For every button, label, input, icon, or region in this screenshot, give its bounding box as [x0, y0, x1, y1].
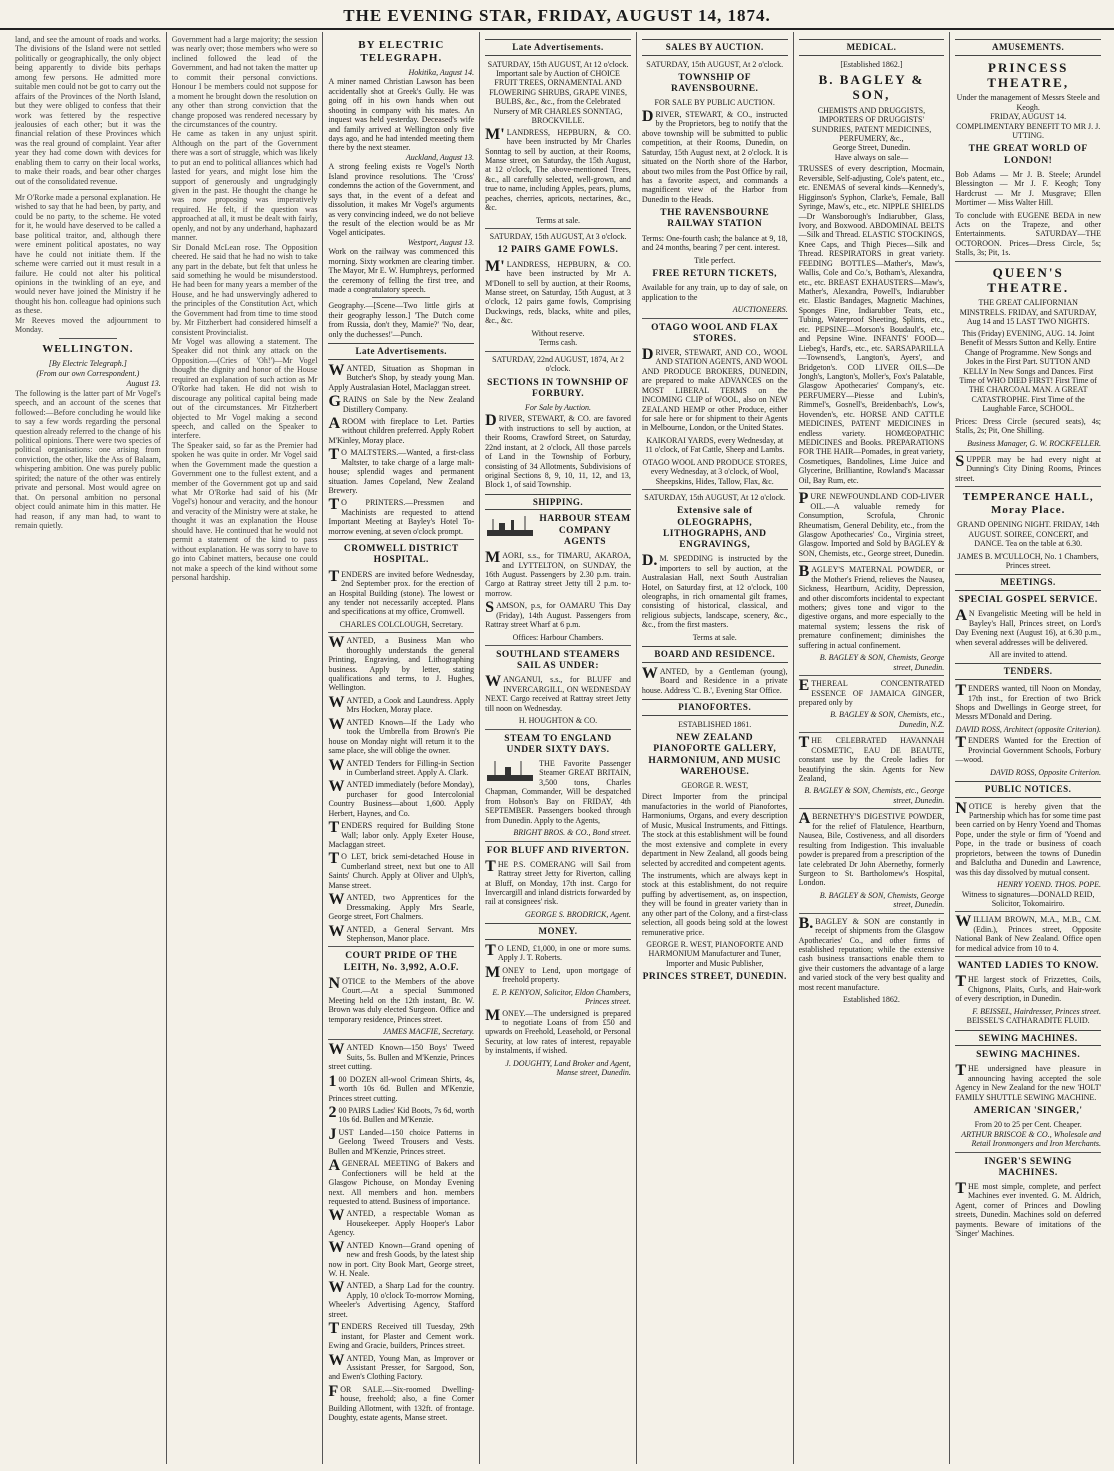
classified-ad: 100 DOZEN all-wool Crimean Shirts, 4s, worth 10s 6d. Bullen and M'Kenzie, Princes street cutting. [328, 1072, 475, 1103]
sale-date: SATURDAY, 15th AUGUST, At 12 o'clock. [644, 493, 786, 503]
auction-ad: DRIVER, STEWART, & CO., instructed by the Proprietors, beg to notify that the above township will be submitted to public competition, at their Rooms, Dunedin, on Saturday, 15th August next, at 2 o'clock. It is situated on the North shore of the Harbor, about two miles from the Post Office by rail, has a favorite aspect, and commands a magnificent view of the Harbor from Dunedin to the Heads. [641, 107, 788, 204]
sale-terms: Terms at sale. [535, 215, 581, 225]
free-tickets-heading: FREE RETURN TICKETS, [652, 268, 778, 279]
bagley-list-heading: Have always on sale— [834, 152, 909, 162]
railway-heading: THE RAVENSBOURNE RAILWAY STATION [660, 208, 770, 230]
otago-sale: OTAGO WOOL AND PRODUCE STORES, every Wednesday, at 3 o'clock, of Wool, Sheepskins, Hides, Tallow, Flax, &c. [642, 457, 788, 486]
news-item: A strong feeling exists re Vogel's North Island province resolutions. The 'Cross' condemns the action of the Government, and says that, in the event of a defeat and dissolution, it makes Mr Vogel's arguments as very convincing indeed, we do not believe the result of the election would be as Mr Vogel anticipates. [328, 162, 475, 238]
medical-ad: ABERNETHY'S DIGESTIVE POWDER, for the relief of Flatulence, Heartburn, Nausea, Bile, Costiveness, and all disorders resulting from Indigestion. This invaluable powder is prepared from a prescription of the late celebrated Dr John Abernethy, formerly Surgeon to St. Bartholomew's Hospital, London. [798, 810, 945, 888]
medical-signature: B. BAGLEY & SON, Chemists, etc., Dunedin, N.Z. [830, 710, 945, 729]
hokitika-dateline: Hokitika, August 14. [408, 67, 475, 77]
auction-ad: M'LANDRESS, HEPBURN, & CO. have been instructed by Mr A. M'Donell to sell by auction, at their Rooms, Manse street, on Saturday, 15th August, at 3 o'clock, 12 pairs game fowls, Comprising Duckwings, reds, blacks, white and piles, &c., &c. [485, 257, 631, 326]
medical-ad: BAGLEY'S MATERNAL POWDER, or the Mother's Friend, relieves the Nausea, Sickness, Heartburn, Acidity, Depression, and other discomforts incidental to expectant mothers; gives tone and vigor to the digestive organs, and more especially to the maternal system; lessens the risk of premature confinement; diminishes the suffering in actual confinement. [798, 563, 945, 650]
established-line: [Established 1862.] [840, 59, 903, 69]
classified-ad: AGENERAL MEETING of Bakers and Confectioners will be held at the Glasgow Pichouse, on Monday Evening next. All members and hon. members requested to attend. Business of importance. [328, 1157, 475, 1206]
wellington-byline: [By Electric Telegraph.] [48, 358, 127, 368]
medical-signature: B. BAGLEY & SON, Chemists, George street, Dunedin. [819, 653, 945, 672]
piano-address: PRINCES STREET, DUNEDIN. [642, 972, 787, 983]
sale-title: SECTIONS IN TOWNSHIP OF FORBURY. [487, 377, 629, 399]
sewing-signature: ARTHUR BRISCOE & CO., Wholesale and Retail Ironmongers and Iron Merchants. [961, 1129, 1102, 1149]
piano-ad: Direct Importer from the principal manufactories in the world of Pianofortes, Harmoniums, Organs, and every description of Music, Musical Instruments, and Fittings. The stock at this establishment will be found the most extensive and complete in every department in New Zealand, all goods being selected by accredited and competent agents. [641, 792, 788, 868]
tender-signature: DAVID ROSS, Opposite Criterion. [990, 767, 1102, 777]
classified-ad: AROOM with fireplace to Let. Parties without children preferred. Apply Robert M'Kinley, Moray place. [328, 414, 475, 445]
board-ad: WANTED, by a Gentleman (young), Board and Residence in a private house. Address 'C. B.', Evening Star Office. [641, 664, 788, 695]
piano-proprietor: GEORGE R. WEST, [681, 781, 749, 790]
notice-signature: HENRY YOEND. THOS. POPE. [997, 880, 1102, 890]
england-heading: STEAM TO ENGLAND UNDER SIXTY DAYS. [504, 733, 612, 755]
otago-ad: DRIVER, STEWART, AND CO., WOOL AND STATION AGENTS, AND WOOL AND PRODUCE BROKERS, DUNEDIN, are prepared to make ADVANCES on the MOST LIBERAL TERMS on the INCOMING CLIP of WOOL, also on NEW ZEALAND HEMP or other Produce, either for sale here or for shipment to their Agents in Melbourne, London, or the United States. [641, 345, 788, 433]
temperance-title: TEMPERANCE HALL, Moray Place. [962, 491, 1094, 517]
tender-ad: TENDERS Wanted for the Erection of Provincial Government Schools, Forbury—wood. [955, 734, 1102, 765]
wellington-heading: WELLINGTON. [42, 342, 134, 355]
news-item: Geography.—[Scene—Two little girls at their geography lesson.] 'The Dutch come from Russia, don't they, Mamie?' 'No, dear, only the duchesses!'—Punch. [328, 301, 475, 339]
queens-prices: Prices: Dress Circle (secured seats), 4s; Stalls, 2s; Pit, One Shilling. [955, 416, 1102, 436]
classified-ad: TO PRINTERS.—Pressmen and Machinists are requested to attend Important Meeting at Bayley's Hotel To-morrow evening, at seven o'clock prompt. [328, 496, 475, 536]
column-2 [167, 32, 324, 1464]
medical-ad: ETHEREAL CONCENTRATED ESSENCE OF JAMAICA GINGER, prepared only by [798, 677, 945, 707]
court-signature: JAMES MACFIE, Secretary. [382, 1026, 475, 1036]
princess-management: Under the management of Messrs Steele and Keogh. [956, 93, 1100, 112]
cromwell-signature: CHARLES COLCLOUGH, Secretary. [339, 619, 464, 629]
sale-title: 12 PAIRS GAME FOWLS. [497, 245, 619, 256]
bluff-heading: FOR BLUFF AND RIVERTON. [486, 845, 630, 856]
princess-cast: Bob Adams — Mr J. B. Steele; Arundel Blessington — Mr J. F. Keogh; Tony Hardcrust — Mr J. Musgrave; Ellen Mortimer — Miss Walter Hill. [955, 169, 1102, 208]
sale-title: Extensive sale of OLEOGRAPHS, LITHOGRAPHS, AND ENGRAVINGS, [662, 506, 767, 551]
newspaper-masthead [0, 0, 1114, 30]
money-ad: TO LEND, £1,000, in one or more sums. Apply J. T. Roberts. [485, 941, 631, 963]
free-tickets-text: Available for any train, up to day of sale, on application to the [641, 283, 788, 302]
classified-ad: TO LET, brick semi-detached House in Cumberland street, next but one to All Saints' Church. Apply at Oliver and Ulph's, Manse street. [328, 850, 475, 890]
hairdresser-product: BEISSEL'S CATHARADITE FLUID. [966, 1016, 1090, 1026]
sale-title: Important sale by Auction of CHOICE FRUIT TREES, ORNAMENTAL AND FLOWERING SHRUBS, GRAPE VINES, BULBS, &c., &c., from the Celebrated Nursery of MR CHARLES SONNTAG, BROCKVILLE. [489, 69, 627, 126]
princess-date: FRIDAY, AUGUST 14. COMPLIMENTARY BENEFIT TO MR J. J. UTTING. [956, 112, 1101, 141]
gospel-heading: SPECIAL GOSPEL SERVICE. [958, 595, 1098, 606]
classified-ad: 200 PAIRS Ladies' Kid Boots, 7s 6d, worth 10s 6d. Bullen and M'Kenzie. [328, 1104, 475, 1125]
piano-established: ESTABLISHED 1861. [678, 719, 752, 729]
news-item: Work on the railway was commenced this morning. Sixty workmen are clearing timber. The Mayor, Mr E. W. Humphreys, performed the ceremony of felling the first tree, and made a congratulatory speech. [328, 247, 475, 294]
news-item: A miner named Christian Lawson has been accidentally shot at Greek's Gully. He was going off in his own hands when out shooting in company with his mates. An inquest was held yesterday. Deceased's wife and family arrived at Wellington only five days ago, and he had intended meeting them there by the next steamer. [328, 77, 475, 153]
notice-witness: Witness to signatures—DONALD REID, Solicitor, Tokomairiro. [961, 889, 1095, 908]
medical-signature: B. BAGLEY & SON, Chemists, etc., George street, Dunedin. [804, 786, 945, 805]
shipping-ad: SAMSON, p.s, for OAMARU This Day (Friday), 14th August. Passengers from Rattray street Wharf at 6 p.m. [485, 599, 631, 630]
classified-ad: WANTED, a respectable Woman as Housekeeper. Apply Hooper's Labor Agency. [328, 1207, 475, 1238]
late-ads-heading: Late Advertisements. [485, 39, 631, 56]
shipping-ad: MAORI, s.s., for TIMARU, AKAROA, and LYTTELTON, on SUNDAY, the 16th August. Passengers by 2.30 p.m. train. Cargo at Rattray street Jetty till 2 p.m. to-morrow. [485, 549, 631, 598]
shipping-agent: BRIGHT BROS. & CO., Bond street. [513, 828, 631, 838]
court-notice: NOTICE to the Members of the above Court.—At a special Summoned Meeting held on the 12th instant, Br. W. Brown was duly elected Surgeon. Office and temporary residence, Princes street. [328, 974, 475, 1024]
column-6 [794, 32, 951, 1464]
classified-ad: WANTED Known—Grand opening of new and fresh Goods, by the latest ship now in port. City Book Mart, George street, W. H. Neale. [328, 1238, 475, 1279]
classified-ad: WANTED Known—150 Boys' Tweed Suits, 5s. Bullen and M'Kenzie, Princes street cutting. [328, 1041, 475, 1072]
article-paragraph: Mr O'Rorke made a personal explanation. He wished to say that he had been, by party, and could be no party, to the scheme. He voted for it, he would have deserved to be called a base political traitor, and, although there were eminent political apostates, no way have he could not initiate them. If the scheme were carried out it must result in a failure. He could not alter his political opinions in the twinkling of an eye, and would never have joined the Ministry if he thought his hon. colleague had opinions such as these. [15, 193, 161, 316]
princess-theatre-title: PRINCESS THEATRE, [987, 59, 1070, 90]
classified-ad: FOR SALE.—Six-roomed Dwelling-house, freehold; also, a fine Corner Building Allotment, with 132ft. of frontage. Doughty, estate agents, Manse street. [328, 1382, 475, 1423]
classified-ad: JUST Landed—150 choice Patterns in Geelong Tweed Trousers and Vests. Bullen and M'Kenzie, Princes street. [328, 1125, 475, 1156]
classified-ad: TENDERS Received till Tuesday, 29th instant, for Plaster and Cement work. Ewing and Gracie, builders, Princes street. [328, 1320, 475, 1351]
pianofortes-heading: PIANOFORTES. [642, 699, 788, 716]
wellington-date: August 13. [126, 379, 161, 389]
classified-ad: WANTED, a General Servant. Mrs Stephenson, Manor place. [328, 922, 475, 943]
piano-title: NEW ZEALAND PIANOFORTE GALLERY, HARMONIUM, AND MUSIC WAREHOUSE. [648, 733, 782, 777]
medical-heading: MEDICAL. [799, 39, 945, 56]
classified-ad: WANTED, Situation as Shopman in Butcher's Shop, by steady young Man. Apply Australasian Hotel, Maclaggan street. [328, 361, 475, 392]
sale-terms: Terms cash. [538, 338, 578, 348]
queens-subtitle: THE GREAT CALIFORNIAN MINSTRELS. FRIDAY, and SATURDAY, Aug 14 and 15 LAST TWO NIGHTS. [959, 298, 1097, 327]
gospel-text: AN Evangelistic Meeting will be held in Bayley's Hall, Princes street, on Lord's Day Evening next (August 16), at 6.30 p.m., when several addresses will be delivered. [955, 607, 1102, 647]
inger-heading: INGER'S SEWING MACHINES. [984, 1156, 1072, 1178]
auckland-dateline: Auckland, August 13. [405, 152, 475, 162]
sale-terms: Terms: One-fourth cash; the balance at 9, 18, and 24 months, bearing 7 per cent. interest. [641, 233, 788, 253]
money-signature: E. P. KENYON, Solicitor, Eldon Chambers, Princes street. [492, 987, 631, 1007]
sale-subtitle: For Sale by Auction. [524, 402, 592, 412]
article-paragraph: Sir Donald McLean rose. The Opposition cheered. He said that he had no wish to take any part in the debate, but felt that unless he said something he would be misunderstood. He had been for many years a member of the House, and he had unswervingly adhered to the principles of the Constitution Act, which the Government had from time to time stood by. Mr Fitzherbert had considered himself a consistent Provincialist. [171, 242, 318, 337]
princess-play: THE GREAT WORLD OF LONDON! [968, 144, 1088, 166]
harbour-heading: HARBOUR STEAM COMPANY AGENTS [539, 514, 631, 547]
tenders-heading: TENDERS. [955, 663, 1101, 680]
classified-ad: WANTED, two Apprentices for the Dressmaking. Apply Mrs Searle, George street, Fort Chalmers. [328, 891, 475, 922]
sale-terms: Terms at sale. [692, 632, 737, 642]
supper-ad: SUPPER may be had every night at Dunning's City Dining Rooms, Princes street. [955, 453, 1102, 483]
inger-ad: THE most simple, complete, and perfect Machines ever invented. G. M. Aldrich, Agent, corner of Princes and Dowling streets, Dunedin. Machines sold on deferred payments. Beware of imitations of the 'Singer' Machines. [955, 1180, 1102, 1239]
article-paragraph: The Speaker said, so far as the Premier had spoken he was quite in order. Mr Vogel said when the Government made the question a Government one to the fullest extent, and a member of the Government got up and said what Mr O'Rorke had said of his (Mr Vogel's) honour and veracity, and the honour and veracity of the Ministry were at stake, he thought it was an explanation the House should have. He continued that he would not permit a statement of the kind to pass without explanation. He was sorry to have to go into Cabinet matters, because one could not make a speech of the kind without some personal hardship. [171, 440, 318, 582]
temperance-text: GRAND OPENING NIGHT. FRIDAY, 14th AUGUST. SOIREE, CONCERT, and DANCE. Tea on the table at 6.30. [957, 520, 1100, 549]
shipping-agent: H. HOUGHTON & CO. [518, 716, 598, 726]
cromwell-heading: CROMWELL DISTRICT HOSPITAL. [343, 544, 459, 566]
bagley-product-list: TRUSSES of every description, Mocmain, Reversible, Self-adjusting, Cole's patent, etc., etc. ENEMAS of several kinds—Kennedy's, Higginson's Syphon, Clarke's, Female, Ball Syringe, Maw's, etc., etc. NIPPLE SHIELDS—Dr Wansborough's Indiarubber, Glass, Ivory, and Boxwood. ABDOMINAL BELTS—Silk and Thread. ELASTIC STOCKINGS, Knee Caps, and Thigh Pieces—Silk and Thread. RESPIRATORS in great variety. FEEDING BOTTLES—Mather's, Maw's, Wallis, Cole and Co.'s, Botham's, Alexandra, etc., etc. BREAST EXHAUSTERS—Maw's, Mather's, Alexandra, Powell's, Indiarubber etc. Elastic Bandages, Magnetic Machines, Sponges Fine, Indiarubber Teats, etc., Tubing, Waterproof Sheeting, Splints, etc., etc. PEPSINE—Morson's Boudault's, etc., and Pepsine Wine. INFANTS' FOOD—Liebeg's, Hard's, etc., etc. SARSAPARILLA—Townsend's, Langton's, Ayers', and Bridgeton's. COD LIVER OILS—De Jongh's, Langton's, Moller's, Fox's Palatable, Glasgow Apothecaries' Company's, etc. PERFUMERY—Piesse and Lubin's, Rimmel's, Gosnell's, Breidenbach's, Low's, Hovenden's, etc. HORSE AND CATTLE MEDICINES, PATENT MEDICINES in endless variety. HOMŒOPATHIC MEDICINES and Books. PREPARATIONS FOR THE HAIR—Pomades, in great variety, Cosmetiques, Bandolines, Lime Juice and Glycerine, Brilliantine, Rowland's Macassar Oil, Bay Rum, etc. [798, 164, 945, 485]
hairdresser-ad: THE largest stock of Frizzettes, Coils, Chignons, Plaits, Curls, and Hair-work of every description, in Dunedin. [955, 973, 1102, 1004]
amusements-heading: AMUSEMENTS. [955, 39, 1101, 56]
princess-more: To conclude with EUGENE BEDA in new Acts on the Trapeze, and other Entertainments. SATURDAY—THE OCTOROON. Prices—Dress Circle, 5s; Stalls, 3s; Pit, 1s. [955, 210, 1102, 258]
telegraph-heading: BY ELECTRIC TELEGRAPH. [358, 39, 445, 64]
medical-ad: B.BAGLEY & SON are constantly in receipt of shipments from the Glasgow Apothecaries' Co., and other firms of established reputation; while the extensive cash business transactions enable them to give their customers the advantage of a large and varied stock of the very best quality and most recent manufacture. [798, 914, 945, 992]
shipping-office: Offices: Harbour Chambers. [512, 632, 604, 642]
steamship-icon [485, 514, 535, 540]
classified-ad: TO MALTSTERS.—Wanted, a first-class Maltster, to take charge of a large malt-house; splendid wages and permanent situation. James Copeland, New Zealand Brewery. [328, 446, 475, 496]
masthead-title: THE EVENING STAR, FRIDAY, AUGUST 14, 1874. [343, 6, 771, 25]
classified-ad: WANTED Tenders for Filling-in Section in Cumberland street. Apply A. Clark. [328, 756, 475, 777]
money-ad: MONEY to Lend, upon mortgage of freehold property. [485, 963, 631, 985]
sale-title: TOWNSHIP OF RAVENSBOURNE. [671, 73, 759, 95]
court-heading: COURT PRIDE OF THE LEITH, No. 3,992, A.O.F. [343, 951, 459, 973]
classified-ad: TENDERS required for Building Stone Wall; labor only. Apply Exeter House, Maclaggan street. [328, 819, 475, 850]
auctioneers-signature: AUCTIONEERS. [732, 305, 788, 315]
shipping-ad: WANGANUI, s.s., for BLUFF and INVERCARGILL, ON WEDNESDAY NEXT. Cargo received at Rattray street Jetty till noon on Wednesday. [485, 673, 631, 713]
article-paragraph: Mr Vogel was allowing a statement. The Speaker did not think any attack on the Opposition.—(Cries of 'Oh!')—Mr Vogel thought the dignity and honor of the House required an explanation of such action as Mr O'Rorke had taken. He did not wish to discourage any political capital being made out of the circumstances. Mr Fitzherbert objected to Mr Vogel making a second speech, and called on the Speaker to interfere. [171, 337, 318, 441]
article-paragraph: He came as taken in any unjust spirit. Although on the part of the Government there was a sort of struggle, which was likely to put an end to political alliances which had lasted for years, and might lose him the support of generously and ungrudgingly given in the past. He thought the change he was now proposing was imperatively required. He felt, if the question was approached at all, it must be dealt with fairly, openly, and not by any underhand, haphazard manner. [171, 129, 318, 243]
ladies-heading: WANTED LADIES TO KNOW. [957, 961, 1099, 972]
auction-ad: M'LANDRESS, HEPBURN, & CO. have been instructed by Mr Charles Sonntag to sell by auction, at their Rooms, Manse street, on Saturday, the 15th August, at 12 o'clock, The above-mentioned Trees, &c., all carefully selected, well-grown, and true to name, including Apples, pears, plums, peaches, cherries, apricots, nectarines, &c., &c. [485, 125, 631, 213]
column-5 [637, 32, 794, 1464]
page-columns [10, 32, 1106, 1464]
auction-ad: DRIVER, STEWART, & CO. are favored with instructions to sell by auction, at their Rooms, Crawford Street, on Saturday, 22nd instant, at 2 o'clock, All those parcels of Land in the Township of Forbury, consisting of 34 Allotments, Subdivisions of original Sections 8, 9, 10, 11, 12, and 13, Block 1, of said Township. [485, 412, 631, 490]
meetings-heading: MEETINGS. [955, 574, 1101, 591]
sewing-price: From 20 to 25 per Cent. Cheaper. [974, 1120, 1082, 1130]
temperance-signature: JAMES B. M'CULLOCH, No. 1 Chambers, Princes street. [957, 551, 1099, 571]
cromwell-ad: TENDERS are invited before Wednesday, 2nd September prox. for the erection of an Hospital Building (stone). The lowest or any tender not necessarily accepted. Plans and specifications at my office, Cromwell. [328, 567, 475, 617]
established-line: Established 1862. [843, 995, 900, 1005]
sewing-heading: SEWING MACHINES. [955, 1030, 1101, 1047]
sale-reserve: Without reserve. [531, 328, 585, 338]
public-notice: NOTICE is hereby given that the Partnership which has for some time past been carried on by Henry Yoend and Thomas Pope, under the style or firm of 'Yoend and Pope, in the trade or business of coach proprietors, between the towns of Dunedin and Balclutha and Dunedin and Lawrence, was this day dissolved by mutual consent. [955, 799, 1102, 877]
steamship-icon [485, 759, 535, 785]
auction-ad: D.M. SPEDDING is instructed by the importers to sell by auction, at the Australasian Hall, next South Australian Hotel, on Saturday first, at 12 o'clock, 100 oleographs, in rich ornamental gilt frames, consisting of historical, classical, and religious subjects, landscape, scenery, &c., &c., from the first masters. [641, 552, 788, 630]
money-ad: MONEY.—The undersigned is prepared to negotiate Loans of from £50 and upwards on Freehold, Leasehold, or Personal Security, at low rates of interest, repayable by instalments, if wished. [485, 1006, 631, 1056]
classified-ad: WANTED, a Business Man who thoroughly understands the general Printing, Engraving, and Lithographing business. Apply by letter, stating qualifications and terms, to J. Hughes, Wellington. [328, 634, 475, 693]
classified-ad: WANTED, a Cook and Laundress. Apply Mrs Hocken, Moray place. [328, 693, 475, 715]
sewing-ad: THE undersigned have pleasure in announcing having accepted the sole Agency in New Zealand for the new 'HOLT' FAMILY SHUTTLE SEWING MACHINE. [955, 1062, 1102, 1102]
queens-programme: This (Friday) EVENING, AUG. 14. Joint Benefit of Messrs Sutton and Kelly. Entire Change of Programme. New Songs and Jokes in the First Part. SUTTON AND KELLY In New Songs and Dances. First Time of WHO DIED FIRST! First Time of THE CHARCOAL MAN. A GREAT CATASTROPHE. First Time of the Laughable Farce, SCHOOL. [959, 328, 1097, 414]
wellington-correspondent: (From our own Correspondent.) [36, 368, 140, 378]
article-paragraph: Mr Reeves moved the adjournment to Monday. [15, 315, 161, 335]
sales-heading: SALES BY AUCTION. [642, 39, 788, 56]
piano-ad: The instruments, which are always kept in stock at this establishment, do not require puffing by advertisement, as, on inspection, they will be found in greater variety than in any other part of the Colony, and a first-class selection, all goods being sold at the lowest remunerative price. [641, 870, 788, 937]
late-ads-heading: Late Advertisements. [328, 343, 474, 360]
article-paragraph: Government had a large majority; the session was nearly over; those members who were so inclined followed the lead of the Government, and had not taken the matter up to commit their personal convictions. Honour I be members could not suppose for a moment he brought down the resolution on any other than strong conviction that the change proposed was rendered necessary by the circumstances of the country. [171, 35, 318, 129]
sale-date: SATURDAY, 15th AUGUST, At 12 o'clock. [487, 59, 629, 69]
bagley-title: B. BAGLEY & SON, [818, 72, 925, 103]
classified-ad: WANTED immediately (before Monday), purchaser for good Intercolonial Country Business—about 1,600. Apply Herbert, Haynes, and Co. [328, 778, 475, 818]
classified-ad: GRAINS on Sale by the New Zealand Distillery Company. [328, 393, 475, 414]
queens-manager: Business Manager, G. W. ROCKFELLER. [967, 438, 1102, 448]
classified-ad: WANTED, a Sharp Lad for the country. Apply, 10 o'clock To-morrow Morning, Wheeler's Advertising Agency, Stafford street. [328, 1279, 475, 1319]
sewing-singer: AMERICAN 'SINGER,' [973, 1106, 1083, 1117]
article-paragraph: land, and see the amount of roads and works. The divisions of the Island were not settled politically or geographically, the only object being apparently to divide bits perhaps among few persons. He admitted more suitable men could not be got to carry out the affairs of the Provinces of the North Island, but they were obliged to confess that their work was fettered by the respective jealousies of each other; but it was the financial relation of these Provinces which was the real ground of complaint. Year after year they had come down with devices for enabling them to carry on their local works, to make their roads, and bear other charges out of the consolidated revenue. [15, 35, 161, 186]
hairdresser-signature: F. BEISSEL, Hairdresser, Princes street. [972, 1006, 1102, 1016]
board-heading: BOARD AND RESIDENCE. [642, 646, 788, 663]
queens-theatre-title: QUEEN'S THEATRE. [987, 264, 1070, 296]
article-paragraph: The following is the latter part of Mr Vogel's speech, and an account of the scenes that followed:—Before concluding he would like to say a few words regarding the personal question already referred to the change of his political opinions. There were two species of political organisations: one arising from conviction, the other, like the Ass of Balaam, whispering ambition. One was purely public spirited; the nature of the other was entirely private and personal. Most would agree on that. On personal ambition no personal object could animate him in this matter. He had reason, if any man had, to want to remain quietly. [15, 388, 161, 530]
southland-heading: SOUTHLAND STEAMERS SAIL AS UNDER: [496, 650, 620, 672]
column-4 [480, 32, 637, 1464]
shipping-agent: GEORGE S. BRODRICK, Agent. [524, 909, 631, 919]
medical-ad: PURE NEWFOUNDLAND COD-LIVER OIL.—A valuable remedy for Consumption, Scrofula, Chronic Rheumatism, General Debility, etc., from the Glasgow Apothecaries' Co., Virginia street, Glasgow. Imported and Sold by BAGLEY & SON, Chemists, etc., George street, Dunedin. [798, 490, 945, 558]
public-notices-heading: PUBLIC NOTICES. [955, 781, 1101, 798]
column-1 [10, 32, 167, 1464]
bagley-subtitle: CHEMISTS AND DRUGGISTS, IMPORTERS OF DRUGGISTS' SUNDRIES, PATENT MEDICINES, PERFUMERY, &c., [811, 105, 932, 144]
tender-signature: DAVID ROSS, Architect (opposite Criterion). [955, 724, 1102, 734]
medical-ad: THE CELEBRATED HAVANNAH COSMETIC, EAU DE BEAUTE, constant use by the Creole ladies for beautifying the skin. Agents for New Zealand, [798, 734, 945, 784]
medical-signature: B. BAGLEY & SON, Chemists, George street, Dunedin. [819, 890, 945, 910]
shipping-heading: SHIPPING. [485, 494, 631, 511]
column-3 [323, 32, 480, 1464]
shipping-ad: THE P.S. COMERANG will Sail from Rattray street Jetty for Riverton, calling at Bluff, on Monday, 17th inst. Cargo for Invercargill and inland districts forwarded by rail at consignees' risk. [485, 857, 631, 907]
sale-date: SATURDAY, 15th AUGUST, At 3 o'clock. [489, 232, 627, 242]
sale-date: SATURDAY, 15th AUGUST, At 2 o'clock. [646, 59, 784, 69]
sale-date: SATURDAY, 22nd AUGUST, 1874, At 2 o'clock. [492, 354, 624, 374]
classified-ad: WANTED Known—If the Lady who took the Umbrella from Brown's Pie house on Monday night will return it to the same place, she will oblige the owner. [328, 715, 475, 756]
otago-sale: KAIKORAI YARDS, every Wednesday, at 11 o'clock, of Fat Cattle, Sheep and Lambs. [645, 435, 785, 455]
doctor-ad: WILLIAM BROWN, M.A., M.B., C.M. (Edin.), Princes street, Opposite National Bank of New Zealand. Office open for medical advice from 10 to 4. [955, 913, 1102, 953]
tender-ad: TENDERS wanted, till Noon on Monday, 17th inst., for Erection of two Brick Shops and Dwellings in George street, for Messrs M'Donald and Dering. [955, 682, 1102, 722]
sewing-title: SEWING MACHINES. [976, 1050, 1081, 1061]
sale-title-note: Title perfect. [694, 255, 736, 265]
shipping-ad: THE Favorite Passenger Steamer GREAT BRITAIN, 3,500 tons, Charles Chapman, Commander, Will be despatched from Hobson's Bay on FRIDAY, 4th SEPTEMBER. Passengers booked through from Dunedin. Apply to the Agents, [485, 759, 631, 825]
gospel-invitation: All are invited to attend. [989, 650, 1068, 660]
classified-ad: WANTED, Young Man, as Improver or Assistant Presser, for Sargood, Son, and Ewen's Clothing Factory. [328, 1351, 475, 1382]
westport-dateline: Westport, August 13. [407, 237, 475, 247]
column-7 [950, 32, 1106, 1464]
sale-subtitle: FOR SALE BY PUBLIC AUCTION. [654, 98, 775, 108]
otago-heading: OTAGO WOOL AND FLAX STORES. [651, 322, 779, 344]
piano-signature: GEORGE R. WEST, PIANOFORTE AND HARMONIUM Manufacturer and Tuner, Importer and Music Publisher, [646, 940, 784, 968]
bagley-address: George Street, Dunedin. [832, 143, 911, 153]
money-heading: MONEY. [485, 923, 631, 940]
money-signature: J. DOUGHTY, Land Broker and Agent, Manse street, Dunedin. [505, 1058, 631, 1078]
